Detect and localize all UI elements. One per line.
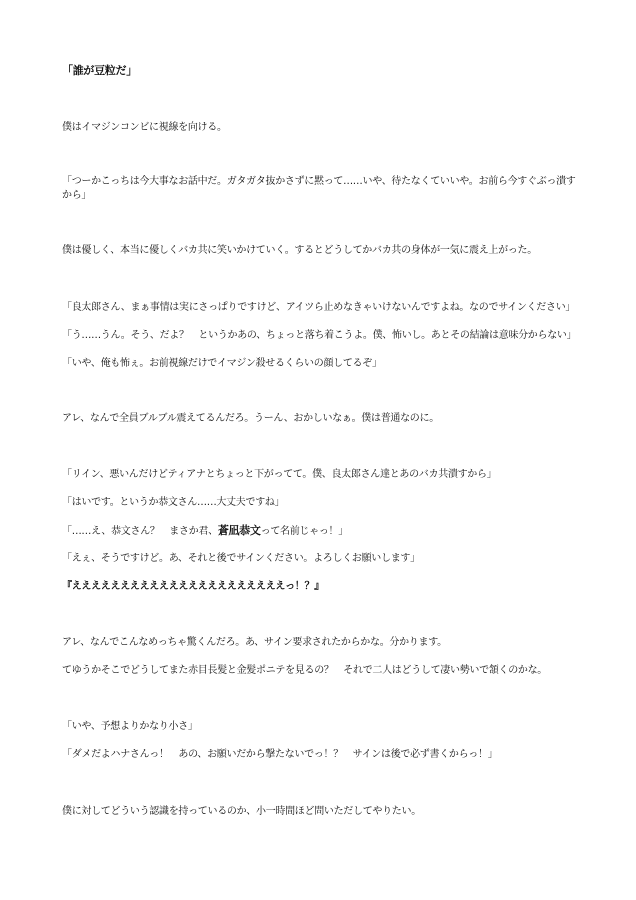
text-line: 「つーかこっちは今大事なお話中だ。ガタガタ抜かさずに黙って……いや、待たなくていいや。お前ら今すぐぶっ潰すから」	[62, 176, 576, 201]
text-line-heading: 「誰が豆粒だ」	[62, 64, 137, 77]
text-line: アレ、なんで全員ブルブル震えてるんだろ。うーん、おかしいなぁ。僕は普通なのに。	[62, 413, 439, 424]
text-line: 「いや、俺も怖ぇ。お前視線だけでイマジン殺せるくらいの顔してるぞ」	[62, 358, 382, 369]
text-segment: 「……え、恭文さん？ まさか君、	[62, 526, 218, 537]
text-line: 「はいです。というか恭文さん……大丈夫ですね」	[62, 497, 285, 508]
text-line: 僕はイマジンコンビに視線を向ける。	[62, 122, 227, 133]
text-line-with-name	[62, 524, 582, 539]
text-line: 「リイン、悪いんだけどティアナとちょっと下がってて。僕、良太郎さん達とあのバカ共潰すから」	[62, 469, 497, 480]
text-line: 「う……うん。そう、だよ？ というかあの、ちょっと落ち着こうよ。僕、怖いし。あとその結論は意味分からない」	[62, 330, 577, 341]
text-line-shout: 『ええええええええええええええええええええええっ！？』	[62, 581, 324, 592]
text-line: アレ、なんでこんなめっちゃ驚くんだろ。あ、サイン要求されたからかな。分かります。	[62, 637, 447, 648]
text-line: てゆうかそこでどうしてまた赤目長髪と金髪ポニテを見るの？ それで二人はどうして凄い勢いで頷くのかな。	[62, 665, 547, 676]
text-line: 僕に対してどういう認識を持っているのか、小一時間ほど問いただしてやりたい。	[62, 806, 421, 817]
text-line: 「えぇ、そうですけど。あ、それと後でサインください。よろしくお願いします」	[62, 553, 420, 564]
text-segment: って名前じゃっ！」	[260, 526, 348, 537]
text-line: 「ダメだよハナさんっ！ あの、お願いだから撃たないでっ！？ サインは後で必ず書くからっ！」	[62, 749, 498, 760]
bold-name-segment: 蒼凪恭文	[217, 524, 261, 537]
text-line: 「いや、予想よりかなり小さ」	[62, 721, 198, 732]
text-line: 僕は優しく、本当に優しくバカ共に笑いかけていく。するとどうしてかバカ共の身体が一気に震え上がった。	[62, 245, 537, 256]
text-line: 「良太郎さん、まぁ事情は実にさっぱりですけど、アイツら止めなきゃいけないんですよね。なのでサインください」	[62, 302, 576, 313]
